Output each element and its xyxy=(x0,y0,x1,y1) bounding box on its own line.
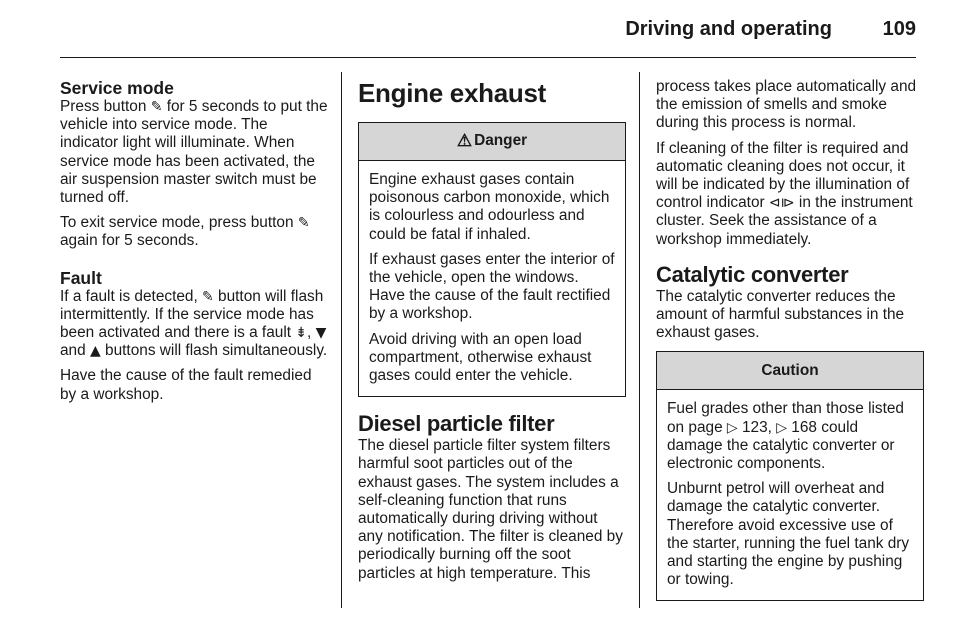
section-title: Driving and operating xyxy=(625,18,832,40)
diesel-particle-filter-icon: ⊲⧐ xyxy=(768,195,795,212)
fault-paragraph-1: If a fault is detected, ✎ button will flash intermittently. If the service mode has been activated and there is a fault ⇟, ▼ and ▲ buttons will flash simultaneously. xyxy=(60,287,328,360)
dpf-continued-paragraph: process takes place automatically and the emission of smells and smoke during this process is normal. xyxy=(656,78,917,132)
column-1 xyxy=(60,78,328,411)
service-mode-paragraph-2: To exit service mode, press button ✎ again for 5 seconds. xyxy=(60,214,310,250)
fault-paragraph-2: Have the cause of the fault remedied by a workshop. xyxy=(60,367,312,403)
column-divider-left xyxy=(341,72,342,608)
service-mode-heading: Service mode xyxy=(60,78,174,98)
wrench-icon: ✎ xyxy=(297,215,310,232)
caution-paragraph-1: Fuel grades other than those listed on page ▷ 123, ▷ 168 could damage the catalytic converter or electronic components. xyxy=(667,400,904,473)
diesel-particle-filter-heading: Diesel particle filter xyxy=(358,411,555,437)
wrench-icon: ✎ xyxy=(202,288,214,305)
page-ref-link[interactable]: 168 xyxy=(791,418,817,436)
engine-exhaust-heading: Engine exhaust xyxy=(358,78,546,108)
up-arrow-icon: ▲ xyxy=(89,343,101,360)
down-arrow-icon: ▼ xyxy=(315,325,327,342)
diesel-particle-filter-paragraph: The diesel particle filter system filters harmful soot particles out of the exhaust gases. The system includes a self-cleaning function that runs automatically during driving without any notification. The filter is cleaned by periodically burning off the soot particles at high temperature. This xyxy=(358,437,623,582)
page-number: 109 xyxy=(882,18,916,40)
catalytic-converter-paragraph: The catalytic converter reduces the amount of harmful substances in the exhaust gases. xyxy=(656,287,905,342)
danger-paragraph-2: If exhaust gases enter the interior of the vehicle, open the windows. Have the cause of the fault rectified by a workshop. xyxy=(369,250,615,323)
service-mode-paragraph-1: Press button ✎ for 5 seconds to put the vehicle into service mode. The indicator light will illuminate. When service mode has been activated, the air suspension master switch must be turned off. xyxy=(60,98,328,207)
caution-box xyxy=(656,351,924,601)
dpf-indicator-paragraph: If cleaning of the filter is required and automatic cleaning does not occur, it will be indicated by the illumination of control indicator ⊲⧐ in the instrument cluster. Seek the assistance of a workshop immediately. xyxy=(656,139,913,248)
warning-triangle-icon: ⚠ xyxy=(456,131,473,151)
page-reference-icon: ▷ xyxy=(726,419,738,436)
fault-heading: Fault xyxy=(60,267,102,288)
caution-paragraph-2: Unburnt petrol will overheat and damage the catalytic converter. Therefore avoid excessive use of the starter, running the fuel tank dry and starting the engine by pushing or towing. xyxy=(667,480,910,589)
column-2 xyxy=(358,78,626,590)
danger-box xyxy=(358,122,626,397)
column-3 xyxy=(656,78,924,601)
danger-paragraph-3: Avoid driving with an open load compartment, otherwise exhaust gases could enter the vehicle. xyxy=(369,330,592,385)
page-reference-icon: ▷ xyxy=(776,419,788,436)
danger-paragraph-1: Engine exhaust gases contain poisonous carbon monoxide, which is colourless and odourless and could be fatal if inhaled. xyxy=(369,171,610,243)
vehicle-lower-icon: ⇟ xyxy=(295,325,308,342)
caution-box-header: Caution xyxy=(657,352,923,390)
column-divider-right xyxy=(639,72,640,608)
page-ref-link[interactable]: 123 xyxy=(741,418,768,436)
catalytic-converter-heading: Catalytic converter xyxy=(656,261,849,287)
page-header xyxy=(0,0,960,60)
wrench-icon: ✎ xyxy=(150,99,163,115)
danger-box-header: ⚠ Danger xyxy=(359,123,625,161)
header-rule xyxy=(60,57,916,58)
